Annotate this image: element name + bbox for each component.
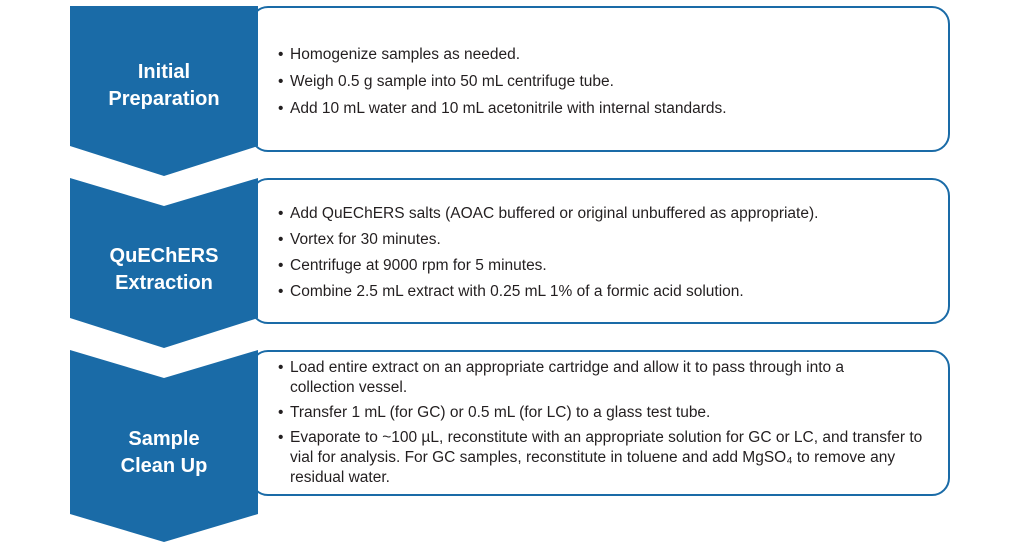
step-sample-clean-up-chevron (70, 350, 258, 542)
bullet-item: • Weigh 0.5 g sample into 50 mL centrifuge tube. (278, 72, 928, 92)
bullet-list (278, 204, 928, 302)
bullet-list (278, 358, 928, 488)
bullet-item: • Load entire extract on an appropriate cartridge and allow it to pass through into a collection vessel. (278, 358, 910, 398)
step-quechers-extraction (70, 178, 956, 348)
step-sample-clean-up (70, 350, 956, 542)
step-initial-preparation-card (250, 6, 950, 152)
step-title: Initial Preparation (108, 61, 220, 110)
step-initial-preparation (70, 6, 956, 176)
bullet-item: • Add QuEChERS salts (AOAC buffered or original unbuffered as appropriate). (278, 204, 928, 224)
bullet-item: • Vortex for 30 minutes. (278, 230, 928, 250)
bullet-item: • Evaporate to ~100 µL, reconstitute with an appropriate solution for GC or LC, and transfer to vial for analysis. For GC samples, reconstitute in toluene and add MgSO₄ to remove any residual water. (278, 428, 930, 488)
bullet-item: • Combine 2.5 mL extract with 0.25 mL 1% of a formic acid solution. (278, 282, 928, 302)
step-initial-preparation-chevron (70, 6, 258, 176)
bullet-item: • Centrifuge at 9000 rpm for 5 minutes. (278, 256, 928, 276)
step-title: QuEChERS Extraction (109, 245, 219, 294)
bullet-item: • Add 10 mL water and 10 mL acetonitrile with internal standards. (278, 99, 928, 119)
bullet-list (278, 45, 928, 119)
step-quechers-extraction-card (250, 178, 950, 324)
step-sample-clean-up-card (250, 350, 950, 496)
step-title: Sample Clean Up (120, 428, 208, 477)
bullet-item: • Homogenize samples as needed. (278, 45, 928, 65)
bullet-item: • Transfer 1 mL (for GC) or 0.5 mL (for LC) to a glass test tube. (278, 403, 928, 423)
step-quechers-extraction-chevron (70, 178, 258, 348)
